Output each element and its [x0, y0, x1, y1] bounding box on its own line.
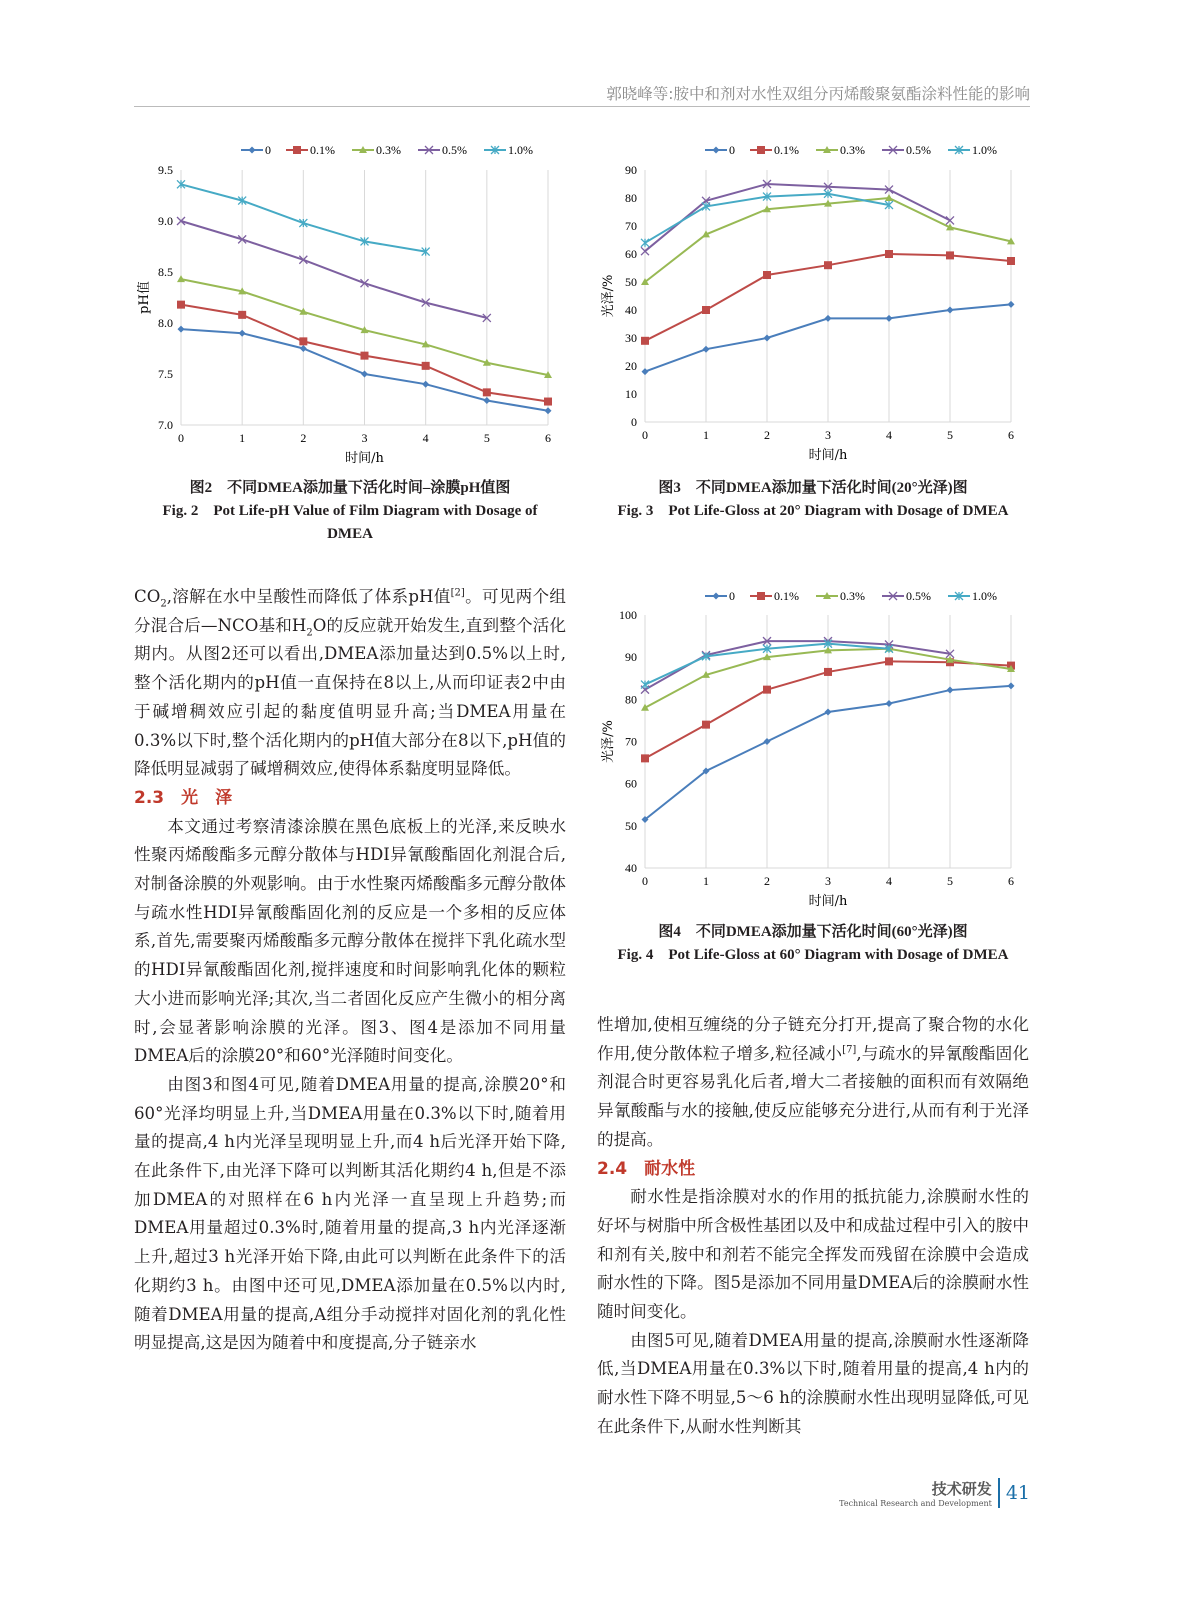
- figure-2-caption: [134, 477, 566, 546]
- marker-diamond: [764, 738, 771, 745]
- marker-square: [763, 686, 771, 694]
- subscript: 2: [306, 627, 313, 639]
- marker-square: [824, 261, 832, 269]
- caption-en: Fig. 2 Pot Life-pH Value of Film Diagram with Dosage of DMEA: [162, 503, 538, 542]
- marker-square: [641, 754, 649, 762]
- marker-diamond: [947, 687, 954, 694]
- x-tick-label: 0: [642, 874, 648, 888]
- legend-item: [882, 143, 931, 157]
- caption-cn: 图3 不同DMEA添加量下活化时间(20°光泽)图: [658, 480, 968, 496]
- legend-label: 0.3%: [840, 143, 865, 157]
- text: O的反应就开始发生,直到整个活化期内。从图2还可以看出,DMEA添加量达到0.5%以上时,整个活化期内的pH值一直保持在8以上,从而印证表2中由于碱增稠效应引起的黏度值明显升高;当DMEA用量在0.3%以下时,整个活化期内的pH值大部分在8以下,pH值的降低明显减弱了碱增稠效应,使得体系黏度明显降低。: [134, 615, 566, 779]
- y-tick-label: 40: [625, 303, 637, 317]
- marker-square: [702, 306, 710, 314]
- y-tick-label: 30: [625, 331, 637, 345]
- x-tick-label: 2: [300, 431, 307, 445]
- legend-label: 1.0%: [972, 589, 997, 603]
- legend-item: [816, 143, 865, 157]
- figure-3-caption: [597, 477, 1029, 523]
- legend-item: [705, 143, 735, 157]
- marker-square: [641, 337, 649, 345]
- marker-diamond: [764, 335, 771, 342]
- marker-diamond: [1008, 682, 1015, 689]
- figure-4-caption: [597, 921, 1029, 967]
- x-tick-label: 5: [947, 428, 953, 442]
- y-tick-label: 20: [625, 359, 637, 373]
- marker-square: [293, 146, 301, 154]
- y-tick-label: 9.0: [158, 214, 173, 228]
- x-tick-label: 0: [178, 431, 184, 445]
- x-tick-label: 1: [703, 874, 709, 888]
- marker-diamond: [239, 330, 246, 337]
- legend-item: [418, 143, 467, 157]
- marker-square: [544, 398, 552, 406]
- legend-label: 1.0%: [972, 143, 997, 157]
- legend-label: 0: [265, 143, 271, 157]
- chart-svg: [590, 140, 1030, 470]
- x-tick-label: 3: [825, 428, 831, 442]
- marker-diamond: [947, 307, 954, 314]
- marker-diamond: [825, 708, 832, 715]
- y-tick-label: 60: [625, 247, 637, 261]
- legend-item: [241, 143, 271, 157]
- marker-asterisk: [641, 681, 649, 689]
- marker-square: [824, 668, 832, 676]
- legend-label: 0.3%: [840, 589, 865, 603]
- y-tick-label: 100: [619, 608, 637, 622]
- text: ,与疏水的异氰酸酯固化剂混合时更容易乳化后者,增大二者接触的面积而有效隔绝异氰酸酯与水的接触,使反应能够充分进行,从而有利于光泽的提高。: [597, 1043, 1029, 1149]
- marker-diamond: [178, 326, 185, 333]
- page-number: 41: [1005, 1482, 1030, 1504]
- marker-diamond: [300, 345, 307, 352]
- marker-square: [885, 250, 893, 258]
- marker-diamond: [249, 147, 256, 154]
- marker-asterisk: [641, 239, 649, 247]
- text: 性增加,使相互缠绕的分子链充分打开,提高了聚合物的水化作用,使分散体粒子增多,粒径减小: [597, 1015, 1029, 1063]
- section-heading-2-3: 2.3 光 泽: [134, 787, 233, 808]
- section-label: 技术研发: [931, 1480, 992, 1498]
- y-tick-label: 7.0: [158, 418, 173, 432]
- y-tick-label: 90: [625, 163, 637, 177]
- x-axis-label: 时间/h: [808, 894, 848, 909]
- y-axis-label: 光泽/%: [601, 274, 616, 318]
- x-tick-label: 0: [642, 428, 648, 442]
- paragraph: 由图5可见,随着DMEA用量的提高,涂膜耐水性逐渐降低,当DMEA用量在0.3%以下时,随着用量的提高,4 h内的耐水性下降不明显,5～6 h的涂膜耐水性出现明显降低,可见在此条件下,从耐水性判断其: [597, 1330, 1029, 1436]
- text: CO: [134, 587, 161, 606]
- legend-item: [484, 143, 533, 157]
- legend-label: 0: [729, 143, 735, 157]
- figure-3-chart: [590, 140, 1030, 474]
- marker-square: [702, 721, 710, 729]
- figure-2-chart: [130, 140, 570, 474]
- marker-square: [238, 311, 246, 319]
- series-line: [645, 184, 950, 251]
- paragraph: 由图3和图4可见,随着DMEA用量的提高,涂膜20°和60°光泽均明显上升,当DMEA用量在0.3%以下时,随着用量的提高,4 h内光泽呈现明显上升,而4 h后光泽开始下降,在此条件下,由光泽下降可以判断其活化期约4 h,但是不添加DMEA的对照样在6 h内光泽一直呈现上升趋势;而DMEA用量超过0.3%时,随着用量的提高,3 h内光泽逐渐上升,超过3 h光泽开始下降,由此可以判断在此条件下的活化期约3 h。由图中还可见,DMEA添加量在0.5%以内时,随着DMEA用量的提高,A组分手动搅拌对固化剂的乳化性明显提高,这是因为随着中和度提高,分子链亲水: [134, 1074, 566, 1353]
- marker-square: [885, 657, 893, 665]
- paragraph: [597, 1011, 1029, 1155]
- subscript: 2: [160, 598, 167, 610]
- legend-item: [948, 589, 997, 603]
- marker-square: [483, 388, 491, 396]
- marker-diamond: [483, 397, 490, 404]
- text: ,溶解在水中呈酸性而降低了体系pH值: [166, 587, 451, 606]
- section-heading-2-4: 2.4 耐水性: [597, 1158, 696, 1179]
- legend-item: [816, 589, 865, 603]
- legend-item: [750, 143, 799, 157]
- x-tick-label: 2: [764, 874, 770, 888]
- y-axis-label: 光泽/%: [601, 720, 616, 763]
- marker-diamond: [703, 346, 710, 353]
- legend-item: [352, 143, 401, 157]
- y-tick-label: 50: [625, 275, 637, 289]
- x-tick-label: 3: [361, 431, 368, 445]
- marker-diamond: [713, 147, 720, 154]
- chart-svg: [130, 140, 570, 470]
- caption-cn: 图2 不同DMEA添加量下活化时间–涂膜pH值图: [189, 480, 511, 496]
- page-footer: [839, 1475, 1030, 1511]
- legend-label: 1.0%: [508, 143, 533, 157]
- y-axis-label: pH值: [137, 281, 152, 314]
- marker-diamond: [713, 593, 720, 600]
- chart-svg: [590, 585, 1030, 915]
- y-tick-label: 50: [625, 818, 637, 833]
- legend-label: 0.1%: [774, 589, 799, 603]
- caption-cn: 图4 不同DMEA添加量下活化时间(60°光泽)图: [658, 924, 968, 940]
- marker-square: [757, 592, 765, 600]
- marker-diamond: [825, 315, 832, 322]
- x-tick-label: 5: [947, 874, 953, 888]
- legend-label: 0.3%: [376, 143, 401, 157]
- legend-item: [882, 589, 931, 603]
- marker-diamond: [422, 381, 429, 388]
- y-tick-label: 8.5: [158, 265, 173, 279]
- x-tick-label: 6: [1008, 428, 1014, 442]
- y-tick-label: 0: [631, 415, 637, 429]
- running-title: 郭晓峰等:胺中和剂对水性双组分丙烯酸聚氨酯涂料性能的影响: [606, 85, 1030, 103]
- x-tick-label: 5: [483, 431, 490, 445]
- y-tick-label: 8.0: [158, 316, 173, 330]
- marker-square: [177, 301, 185, 309]
- legend-item: [286, 143, 335, 157]
- x-axis-label: 时间/h: [808, 448, 848, 463]
- citation: [7]: [842, 1044, 857, 1056]
- legend-label: 0.5%: [906, 589, 931, 603]
- section-label-en: Technical Research and Development: [839, 1499, 992, 1508]
- paragraph: 耐水性是指涂膜对水的作用的抵抗能力,涂膜耐水性的好坏与树脂中所含极性基团以及中和成盐过程中引入的胺中和剂有关,胺中和剂若不能完全挥发而残留在涂膜中会造成耐水性的下降。图5是添加不同用量DMEA后的涂膜耐水性随时间变化。: [597, 1187, 1029, 1322]
- x-tick-label: 3: [825, 874, 831, 888]
- text: 。可见两个组分混合后—NCO基和H: [134, 587, 567, 635]
- y-tick-label: 9.5: [158, 163, 173, 177]
- x-tick-label: 4: [422, 431, 429, 445]
- right-column: [597, 1011, 1029, 1442]
- y-tick-label: 60: [625, 776, 637, 791]
- legend-item: [750, 589, 799, 603]
- marker-square: [422, 362, 430, 370]
- marker-square: [1007, 257, 1015, 265]
- marker-square: [361, 352, 369, 360]
- legend-item: [705, 589, 735, 603]
- legend-label: 0.5%: [442, 143, 467, 157]
- legend-label: 0.1%: [310, 143, 335, 157]
- x-axis-label: 时间/h: [345, 451, 384, 466]
- legend-label: 0.5%: [906, 143, 931, 157]
- paragraph: [134, 583, 566, 784]
- x-tick-label: 1: [239, 431, 246, 445]
- y-tick-label: 40: [625, 861, 637, 875]
- marker-diamond: [545, 407, 552, 414]
- left-column: [134, 583, 566, 1358]
- legend-label: 0: [729, 589, 735, 603]
- citation: [2]: [450, 587, 465, 599]
- x-tick-label: 1: [703, 428, 709, 442]
- legend-item: [948, 143, 997, 157]
- marker-diamond: [886, 700, 893, 707]
- marker-diamond: [1008, 301, 1015, 308]
- marker-diamond: [886, 315, 893, 322]
- figure-4-chart: [590, 585, 1030, 919]
- x-tick-label: 4: [886, 428, 892, 442]
- x-tick-label: 4: [886, 874, 892, 888]
- marker-diamond: [642, 368, 649, 375]
- y-tick-label: 80: [625, 191, 637, 205]
- marker-square: [299, 337, 307, 345]
- y-tick-label: 80: [625, 692, 637, 707]
- marker-square: [757, 146, 765, 154]
- x-tick-label: 6: [545, 431, 551, 445]
- legend-label: 0.1%: [774, 143, 799, 157]
- marker-square: [946, 251, 954, 259]
- paragraph: 本文通过考察清漆涂膜在黑色底板上的光泽,来反映水性聚丙烯酸酯多元醇分散体与HDI异氰酸酯固化剂混合后,对制备涂膜的外观影响。由于水性聚丙烯酸酯多元醇分散体与疏水性HDI异氰酸酯固化剂的反应是一个多相的反应体系,首先,需要聚丙烯酸酯多元醇分散体在搅拌下乳化疏水型的HDI异氰酸酯固化剂,搅拌速度和时间影响乳化体的颗粒大小进而影响光泽;其次,当二者固化反应产生微小的相分离时,会显著影响涂膜的光泽。图3、图4是添加不同用量DMEA后的涂膜20°和60°光泽随时间变化。: [134, 816, 566, 1066]
- y-tick-label: 7.5: [158, 367, 173, 381]
- running-header: [134, 82, 1030, 107]
- marker-triangle: [177, 275, 185, 282]
- x-tick-label: 2: [764, 428, 770, 442]
- y-tick-label: 70: [625, 219, 637, 233]
- y-tick-label: 90: [625, 650, 637, 665]
- series-line: [181, 221, 487, 318]
- x-tick-label: 6: [1008, 874, 1014, 888]
- y-tick-label: 70: [625, 734, 637, 749]
- marker-square: [763, 271, 771, 279]
- marker-diamond: [361, 371, 368, 378]
- caption-en: Fig. 4 Pot Life-Gloss at 60° Diagram with Dosage of DMEA: [617, 947, 1009, 963]
- y-tick-label: 10: [625, 387, 637, 401]
- caption-en: Fig. 3 Pot Life-Gloss at 20° Diagram with Dosage of DMEA: [617, 503, 1009, 519]
